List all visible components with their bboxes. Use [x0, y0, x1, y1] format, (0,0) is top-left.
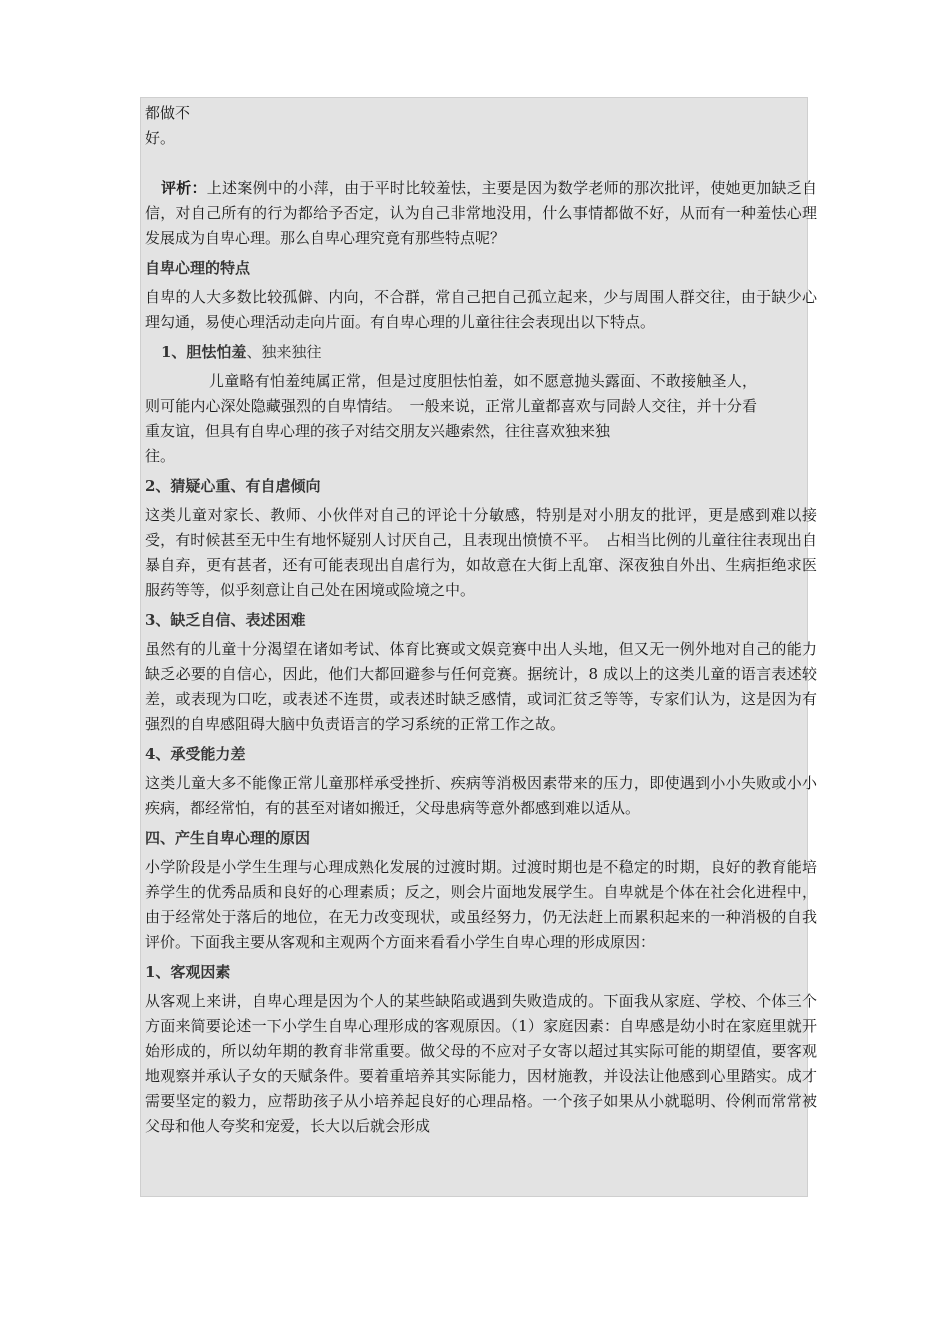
feature-1-text: 儿童略有怕羞纯属正常，但是过度胆怯怕羞，如不愿意抛头露面、不敢接触圣人，则可能内心深处隐藏强烈的自卑情结。 一般来说，正常儿童都喜欢与同龄人交往，并十分看重友谊，但具有自卑心理的孩子对结交朋友兴趣索然，往往喜欢独来独: [145, 372, 757, 440]
feature-4-title: 4、承受能力差: [145, 745, 246, 763]
document-body: [145, 101, 817, 1139]
feature-1-title-bold: 1、胆怯怕羞: [161, 343, 247, 361]
commentary-label: 评析：: [161, 179, 207, 197]
feature-3-text: 虽然有的儿童十分渴望在诸如考试、体育比赛或文娱竞赛中出人头地，但又无一例外地对自己的能力缺乏必要的自信心，因此，他们大都回避参与任何竞赛。据统计，8 成以上的这类儿童的语言表述较差，或表现为口吃，或表述不连贯，或表述时缺乏感情，或词汇贫乏等等，专家们认为，这是因为有强烈的自卑感阻碍大脑中负责语言的学习系统的正常工作之故。: [145, 640, 817, 733]
commentary-text: 上述案例中的小萍，由于平时比较羞怯，主要是因为数学老师的那次批评，使她更加缺乏自信，对自己所有的行为都给予否定，认为自己非常地没用，什么事情都做不好，从而有一种羞怯心理发展成为自卑心理。那么自卑心理究竟有那些特点呢？: [145, 179, 817, 247]
feature-3-title: 3、缺乏自信、表述困难: [145, 611, 306, 629]
objective-factors-title: 1、客观因素: [145, 963, 231, 981]
intro-line-1: 都做不: [145, 104, 191, 122]
commentary-paragraph: [145, 176, 817, 251]
feature-4-text: 这类儿童大多不能像正常儿童那样承受挫折、疾病等消极因素带来的压力，即使遇到小小失败或小小疾病，都经常怕，有的甚至对诸如搬迁，父母患病等意外都感到难以适从。: [145, 774, 817, 817]
feature-1-title-rest: 、独来独往: [246, 343, 322, 361]
features-heading: 自卑心理的特点: [145, 259, 251, 277]
feature-1-tail: 往。: [145, 447, 176, 465]
causes-intro: 小学阶段是小学生生理与心理成熟化发展的过渡时期。过渡时期也是不稳定的时期，良好的教育能培养学生的优秀品质和良好的心理素质；反之，则会片面地发展学生。自卑就是个体在社会化进程中，由于经常处于落后的地位，在无力改变现状，或虽经努力，仍无法赶上而累积起来的一种消极的自我评价。下面我主要从客观和主观两个方面来看看小学生自卑心理的形成原因：: [145, 858, 817, 951]
feature-1-title: [145, 340, 817, 365]
feature-2-title: 2、猜疑心重、有自虐倾向: [145, 477, 321, 495]
paragraph-gap: [145, 151, 817, 176]
intro-line-2: 好。: [145, 129, 176, 147]
features-intro: 自卑的人大多数比较孤僻、内向，不合群，常自己把自己孤立起来，少与周围人群交往，由于缺少心理勾通，易使心理活动走向片面。有自卑心理的儿童往往会表现出以下特点。: [145, 288, 817, 331]
objective-factors-text: 从客观上来讲，自卑心理是因为个人的某些缺陷或遇到失败造成的。下面我从家庭、学校、个体三个方面来简要论述一下小学生自卑心理形成的客观原因。（1）家庭因素：自卑感是幼小时在家庭里就开始形成的，所以幼年期的教育非常重要。做父母的不应对子女寄以超过其实际可能的期望值，要客观地观察并承认子女的天赋条件。要着重培养其实际能力，因材施教，并设法让他感到心里踏实。成才需要坚定的毅力，应帮助孩子从小培养起良好的心理品格。一个孩子如果从小就聪明、伶俐而常常被父母和他人夸奖和宠爱，长大以后就会形成: [145, 992, 817, 1135]
feature-2-text: 这类儿童对家长、教师、小伙伴对自己的评论十分敏感，特别是对小朋友的批评，更是感到难以接受，有时候甚至无中生有地怀疑别人讨厌自己，且表现出愤愤不平。 占相当比例的儿童往往表现出自暴自弃，更有甚者，还有可能表现出自虐行为，如故意在大街上乱窜、深夜独自外出、生病拒绝求医服药等等，似乎刻意让自己处在困境或险境之中。: [145, 506, 817, 599]
causes-heading: 四、产生自卑心理的原因: [145, 829, 311, 847]
